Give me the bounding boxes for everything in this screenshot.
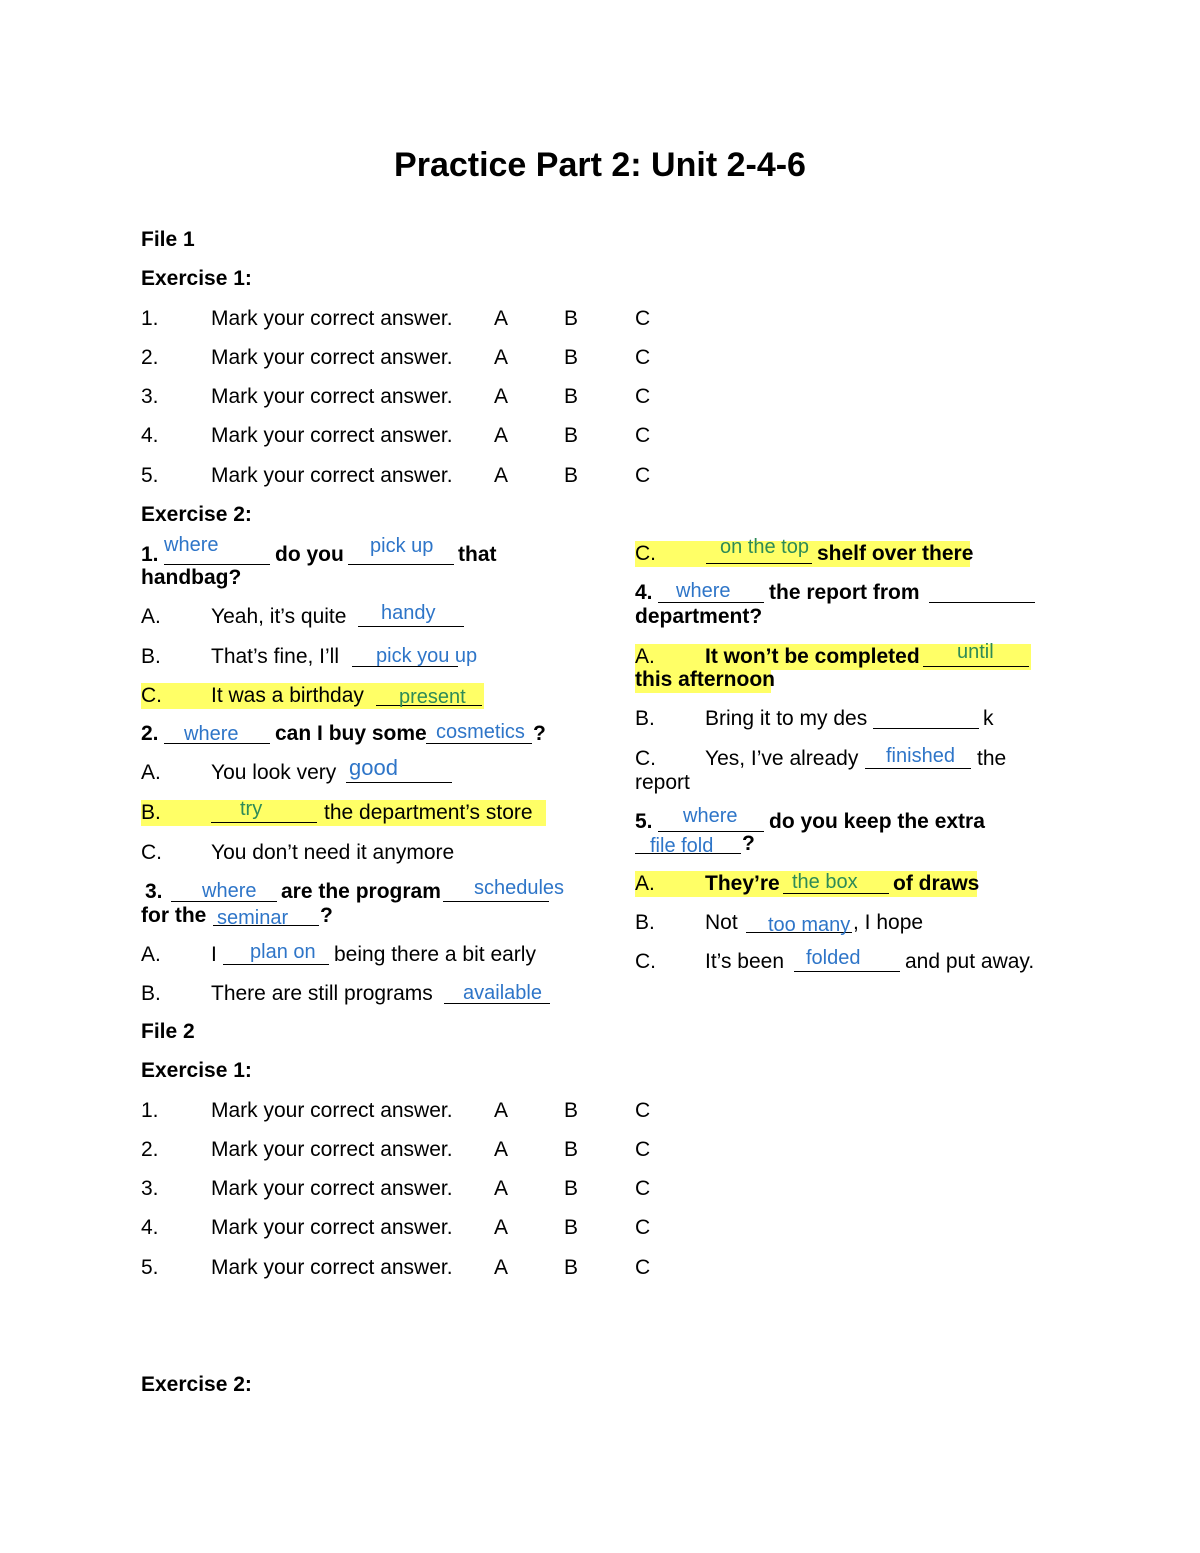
option-a[interactable]: A [494, 1177, 509, 1200]
item-number: 2. [141, 346, 159, 369]
option-letter: B. [141, 801, 161, 824]
item-text: Mark your correct answer. [211, 1138, 453, 1161]
question-text: handbag? [141, 566, 242, 589]
option-text: You look very [211, 761, 337, 784]
handwritten-answer: pick up [370, 535, 434, 557]
item-number: 2. [141, 1138, 159, 1161]
option-text: this afternoon [635, 668, 775, 691]
option-text: I [211, 943, 217, 966]
option-b[interactable]: B [564, 464, 579, 487]
handwritten-answer: on the top [720, 536, 809, 558]
option-text: Not [705, 911, 738, 934]
option-text: That’s fine, I’ll [211, 645, 339, 668]
option-c[interactable]: C [635, 1177, 651, 1200]
file1-exercise1-heading: Exercise 1: [141, 267, 252, 290]
option-letter: A. [141, 605, 161, 628]
option-letter: B. [141, 645, 161, 668]
item-text: Mark your correct answer. [211, 1216, 453, 1239]
option-text: There are still programs [211, 982, 433, 1005]
question-number: 4. [635, 581, 653, 604]
option-text: They’re [705, 872, 780, 895]
option-letter: C. [141, 841, 162, 864]
file2-heading: File 2 [141, 1020, 195, 1043]
item-text: Mark your correct answer. [211, 424, 453, 447]
option-a[interactable]: A [494, 1138, 509, 1161]
option-letter: C. [635, 542, 656, 565]
option-text: It was a birthday [211, 684, 364, 707]
page-title: Practice Part 2: Unit 2-4-6 [394, 146, 806, 184]
option-text: You don’t need it anymore [211, 841, 455, 864]
question-text: ? [320, 904, 333, 927]
item-text: Mark your correct answer. [211, 464, 453, 487]
option-letter: C. [635, 950, 656, 973]
item-number: 5. [141, 464, 159, 487]
option-text: report [635, 771, 690, 794]
option-text: the [977, 747, 1007, 770]
option-b[interactable]: B [564, 346, 579, 369]
option-a[interactable]: A [494, 1216, 509, 1239]
option-a[interactable]: A [494, 464, 509, 487]
option-c[interactable]: C [635, 1099, 651, 1122]
option-a[interactable]: A [494, 346, 509, 369]
handwritten-answer: present [399, 686, 466, 708]
option-c[interactable]: C [635, 464, 651, 487]
item-number: 3. [141, 385, 159, 408]
handwritten-answer: where [683, 805, 738, 827]
answer-blank[interactable] [211, 802, 317, 823]
option-letter: A. [635, 872, 655, 895]
question-text: department? [635, 605, 763, 628]
handwritten-answer: the box [792, 871, 858, 893]
question-text: the report from [769, 581, 920, 604]
option-a[interactable]: A [494, 385, 509, 408]
item-number: 4. [141, 1216, 159, 1239]
option-b[interactable]: B [564, 385, 579, 408]
option-text: , I hope [853, 911, 924, 934]
option-text: Bring it to my des [705, 707, 868, 730]
handwritten-answer: where [164, 534, 219, 556]
handwritten-answer: pick you up [376, 645, 478, 667]
question-text: do you [275, 543, 344, 566]
option-letter: B. [141, 982, 161, 1005]
question-number: 3. [145, 880, 163, 903]
handwritten-answer: try [240, 798, 263, 820]
item-text: Mark your correct answer. [211, 385, 453, 408]
option-text: being there a bit early [334, 943, 536, 966]
option-c[interactable]: C [635, 385, 651, 408]
option-a[interactable]: A [494, 1099, 509, 1122]
handwritten-answer: plan on [250, 941, 316, 963]
option-c[interactable]: C [635, 307, 651, 330]
option-b[interactable]: B [564, 1177, 579, 1200]
question-number: 2. [141, 722, 159, 745]
option-c[interactable]: C [635, 1138, 651, 1161]
option-c[interactable]: C [635, 1216, 651, 1239]
option-text: It won’t be completed [705, 645, 920, 668]
item-number: 3. [141, 1177, 159, 1200]
handwritten-answer: finished [886, 745, 955, 767]
option-b[interactable]: B [564, 1138, 579, 1161]
item-text: Mark your correct answer. [211, 1177, 453, 1200]
question-text: that [458, 543, 497, 566]
question-text: ? [533, 722, 546, 745]
question-text: are the program [281, 880, 441, 903]
handwritten-answer: until [957, 641, 994, 663]
option-b[interactable]: B [564, 1099, 579, 1122]
handwritten-answer: handy [381, 602, 436, 624]
option-a[interactable]: A [494, 307, 509, 330]
option-letter: A. [141, 761, 161, 784]
option-b[interactable]: B [564, 424, 579, 447]
answer-blank[interactable] [873, 708, 979, 729]
handwritten-answer: seminar [217, 907, 289, 929]
question-number: 5. [635, 810, 653, 833]
file1-heading: File 1 [141, 228, 195, 251]
option-letter: B. [635, 911, 655, 934]
item-number: 1. [141, 1099, 159, 1122]
handwritten-answer: where [202, 880, 257, 902]
option-c[interactable]: C [635, 346, 651, 369]
question-text: ? [742, 832, 755, 855]
item-number: 1. [141, 307, 159, 330]
option-b[interactable]: B [564, 307, 579, 330]
option-letter: A. [635, 645, 655, 668]
option-text: of draws [893, 872, 980, 895]
handwritten-answer: file fold [650, 835, 714, 857]
option-text: and put away. [905, 950, 1035, 973]
item-number: 5. [141, 1256, 159, 1279]
item-text: Mark your correct answer. [211, 307, 453, 330]
handwritten-answer: good [349, 755, 398, 780]
item-text: Mark your correct answer. [211, 1099, 453, 1122]
option-a[interactable]: A [494, 1256, 509, 1279]
option-b[interactable]: B [564, 1256, 579, 1279]
item-text: Mark your correct answer. [211, 1256, 453, 1279]
option-letter: B. [635, 707, 655, 730]
file2-exercise2-heading: Exercise 2: [141, 1373, 252, 1396]
option-text: Yes, I’ve already [705, 747, 859, 770]
question-number: 1. [141, 543, 159, 566]
option-letter: A. [141, 943, 161, 966]
option-letter: C. [141, 684, 162, 707]
file2-exercise1-heading: Exercise 1: [141, 1059, 252, 1082]
option-letter: C. [635, 747, 656, 770]
handwritten-answer: cosmetics [436, 721, 525, 743]
handwritten-answer: available [463, 982, 542, 1004]
answer-blank[interactable] [929, 582, 1035, 603]
option-text: the department’s store [324, 801, 533, 824]
option-text: k [983, 707, 994, 730]
option-text: It’s been [705, 950, 785, 973]
item-number: 4. [141, 424, 159, 447]
handwritten-answer: where [184, 723, 239, 745]
question-text: for the [141, 904, 207, 927]
option-text: Yeah, it’s quite [211, 605, 347, 628]
handwritten-answer: folded [806, 947, 861, 969]
option-text: shelf over there [817, 542, 974, 565]
question-text: can I buy some [275, 722, 427, 745]
item-text: Mark your correct answer. [211, 346, 453, 369]
handwritten-answer: too many [768, 914, 851, 936]
option-a[interactable]: A [494, 424, 509, 447]
option-b[interactable]: B [564, 1216, 579, 1239]
option-c[interactable]: C [635, 424, 651, 447]
handwritten-answer: where [676, 580, 731, 602]
file1-exercise2-heading: Exercise 2: [141, 503, 252, 526]
question-text: do you keep the extra [769, 810, 985, 833]
handwritten-answer: schedules [474, 877, 565, 899]
option-c[interactable]: C [635, 1256, 651, 1279]
